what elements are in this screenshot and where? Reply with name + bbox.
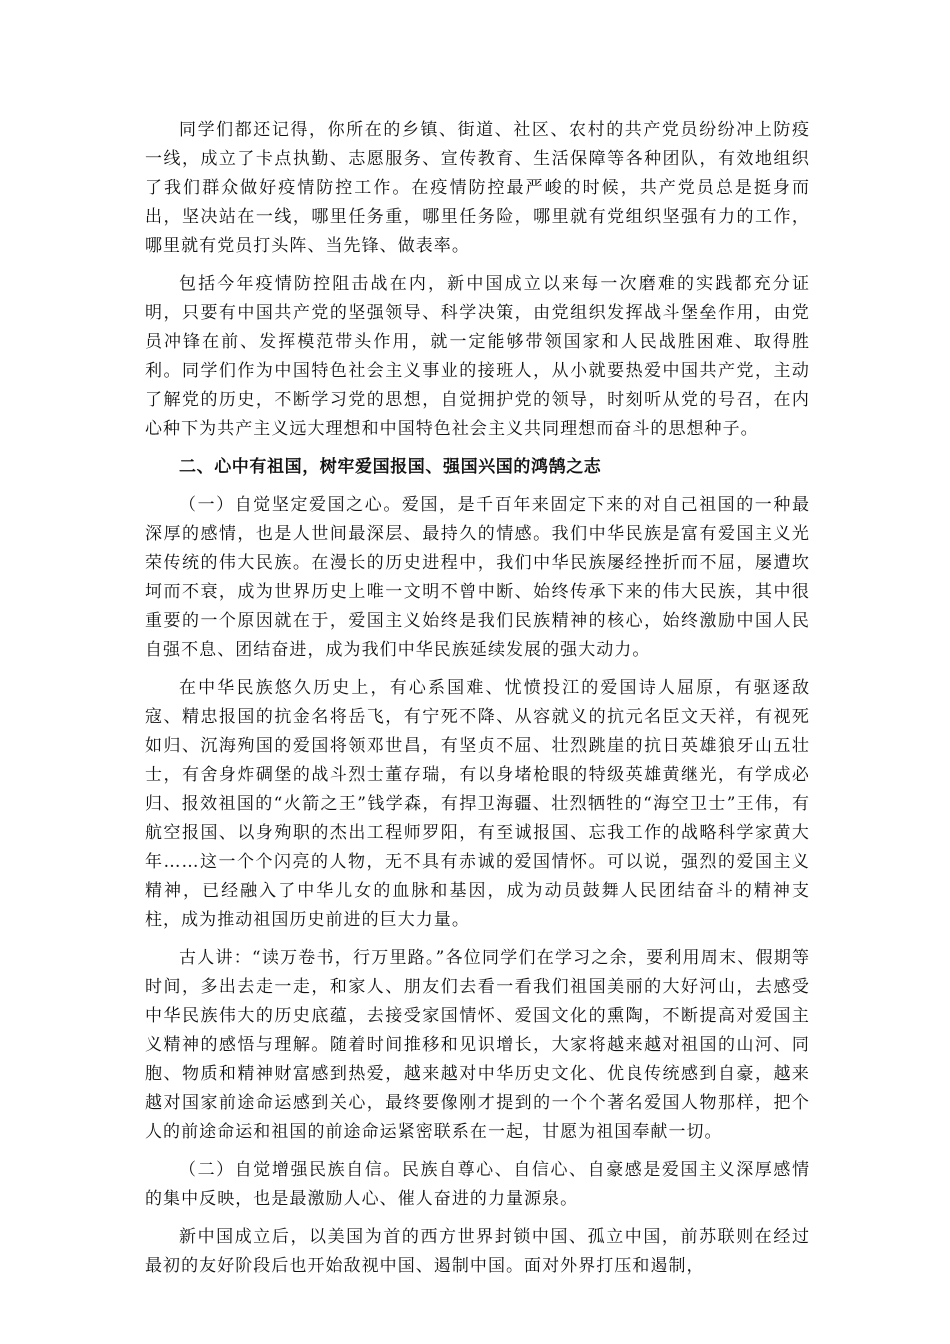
paragraph-party-members-frontline: 同学们都还记得，你所在的乡镇、街道、社区、农村的共产党员纷纷冲上防疫一线，成立了卡点执勤、志愿服务、宣传教育、生活保障等各种团队，有效地组织了我们群众做好疫情防控工作。在疫情防控最严峻的时候，共产党员总是挺身而出，坚决站在一线，哪里任务重，哪里任务险，哪里就有党组织坚强有力的工作，哪里就有党员打头阵、当先锋、做表率。 xyxy=(145,120,810,256)
section-heading-2: 二、心中有祖国，树牢爱国报国、强国兴国的鸿鹄之志 xyxy=(179,457,602,477)
paragraph-new-china: 新中国成立后，以美国为首的西方世界封锁中国、孤立中国，前苏联则在经过最初的友好阶段后也开始敌视中国、遏制中国。面对外界打压和遏制， xyxy=(145,1227,810,1276)
paragraph-party-leadership: 包括今年疫情防控阻击战在内，新中国成立以来每一次磨难的实践都充分证明，只要有中国共产党的坚强领导、科学决策，由党组织发挥战斗堡垒作用，由党员冲锋在前、发挥模范带头作用，就一定能够带领国家和人民战胜困难、取得胜利。同学们作为中国特色社会主义事业的接班人，从小就要热爱中国共产党，主动了解党的历史，不断学习党的思想，自觉拥护党的领导，时刻听从党的号召，在内心种下为共产主义远大理想和中国特色社会主义共同理想而奋斗的思想种子。 xyxy=(145,274,810,439)
paragraph-patriotism-heart: （一）自觉坚定爱国之心。爱国，是千百年来固定下来的对自己祖国的一种最深厚的感情，也是人世间最深层、最持久的情感。我们中华民族是富有爱国主义光荣传统的伟大民族。在漫长的历史进程中，我们中华民族屡经挫折而不屈，屡遭坎坷而不衰，成为世界历史上唯一文明不曾中断、始终传承下来的伟大民族，其中很重要的一个原因就在于，爱国主义始终是我们民族精神的核心，始终激励中国人民自强不息、团结奋进，成为我们中华民族延续发展的强大动力。 xyxy=(145,495,810,660)
document-page xyxy=(145,116,810,1290)
paragraph-national-confidence: （二）自觉增强民族自信。民族自尊心、自信心、自豪感是爱国主义深厚感情的集中反映，也是最激励人心、催人奋进的力量源泉。 xyxy=(145,1160,810,1209)
paragraph-travel-learning: 古人讲：“读万卷书，行万里路。”各位同学们在学习之余，要利用周末、假期等时间，多出去走一走，和家人、朋友们去看一看我们祖国美丽的大好河山，去感受中华民族伟大的历史底蕴，去接受家国情怀、爱国文化的熏陶，不断提高对爱国主义精神的感悟与理解。随着时间推移和见识增长，大家将越来越对祖国的山河、同胞、物质和精神财富感到热爱，越来越对中华历史文化、优良传统感到自豪，越来越对国家前途命运感到关心，最终要像刚才提到的一个个著名爱国人物那样，把个人的前途命运和祖国的前途命运紧密联系在一起，甘愿为祖国奉献一切。 xyxy=(145,948,810,1142)
paragraph-patriotic-heroes: 在中华民族悠久历史上，有心系国难、忧愤投江的爱国诗人屈原，有驱逐敌寇、精忠报国的抗金名将岳飞，有宁死不降、从容就义的抗元名臣文天祥，有视死如归、沉海殉国的爱国将领邓世昌，有坚贞不屈、壮烈跳崖的抗日英雄狼牙山五壮士，有舍身炸碉堡的战斗烈士董存瑞，有以身堵枪眼的特级英雄黄继光，有学成必归、报效祖国的“火箭之王”钱学森，有捍卫海疆、壮烈牺牲的“海空卫士”王伟，有航空报国、以身殉职的杰出工程师罗阳，有至诚报国、忘我工作的战略科学家黄大年……这一个个闪亮的人物，无不具有赤诚的爱国情怀。可以说，强烈的爱国主义精神，已经融入了中华儿女的血脉和基因，成为动员鼓舞人民团结奋斗的精神支柱，成为推动祖国历史前进的巨大力量。 xyxy=(145,678,810,930)
